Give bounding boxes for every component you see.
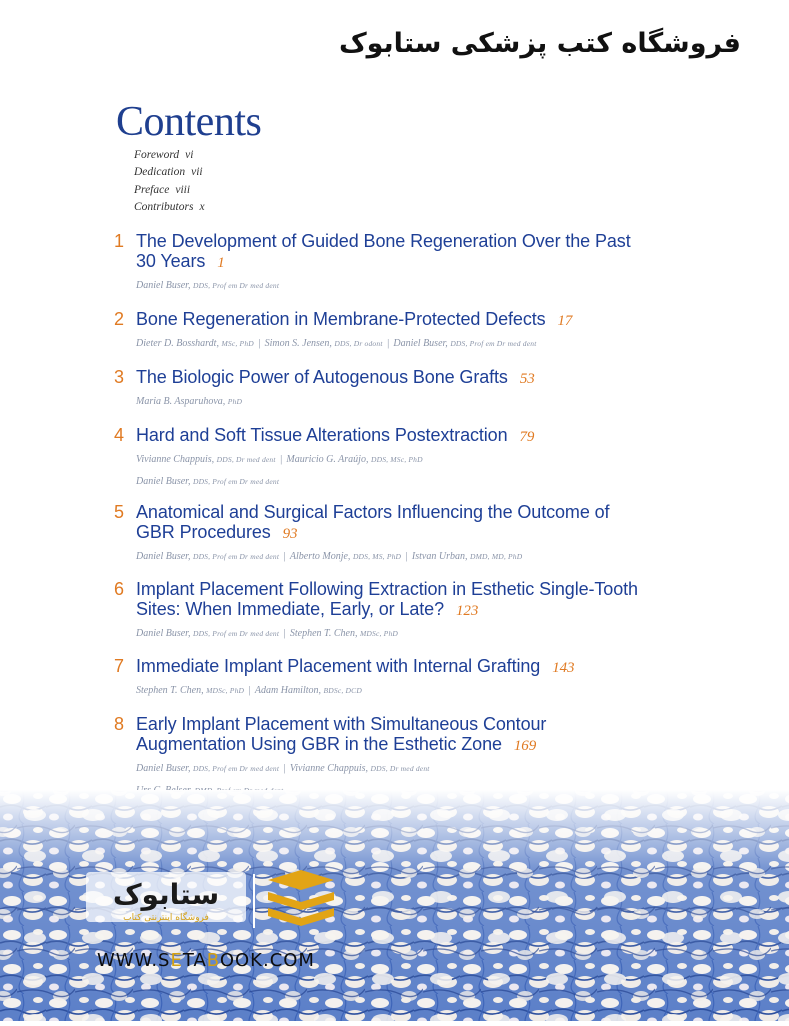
author-name: Daniel Buser, bbox=[136, 628, 191, 639]
chapter-number: 5 bbox=[114, 502, 125, 522]
chapter-title bbox=[136, 309, 684, 331]
author-degrees: DDS, Prof em Dr med dent bbox=[192, 281, 280, 290]
chapter-page-number: 143 bbox=[552, 660, 575, 676]
author-degrees: DDS, Prof em Dr med dent bbox=[192, 764, 280, 773]
author-separator: | bbox=[283, 551, 286, 562]
store-url[interactable]: WWW.SETABOOK.COM bbox=[97, 950, 315, 971]
page-title: Contents bbox=[116, 99, 262, 145]
chapter-title bbox=[136, 231, 684, 273]
author-degrees: BDSc, DCD bbox=[323, 686, 362, 695]
author-name: Alberto Monje, bbox=[289, 551, 351, 562]
author-degrees: DDS, Prof em Dr med dent bbox=[192, 477, 280, 486]
front-matter-page: viii bbox=[175, 183, 191, 196]
author-separator: | bbox=[279, 454, 283, 465]
chapter-entry[interactable] bbox=[114, 231, 684, 295]
chapter-authors bbox=[136, 450, 684, 469]
chapter-title-line: 30 Years bbox=[136, 251, 206, 271]
author-separator: | bbox=[248, 685, 251, 696]
front-matter-item[interactable] bbox=[134, 164, 205, 181]
front-matter-list bbox=[134, 147, 205, 216]
chapter-title-line: Augmentation Using GBR in the Esthetic Zone bbox=[136, 734, 502, 754]
chapter-title-line: Early Implant Placement with Simultaneous Contour bbox=[136, 714, 547, 734]
author-degrees: MDSc, PhD bbox=[206, 686, 245, 695]
chapter-title-line: Immediate Implant Placement with Internal Grafting bbox=[136, 656, 541, 676]
author-degrees: DDS, Prof em Dr med dent bbox=[450, 339, 537, 348]
author-name: Stephen T. Chen, bbox=[289, 628, 358, 639]
author-name: Maria B. Asparuhova, bbox=[136, 396, 226, 407]
store-banner: فروشگاه کتب پزشکی ستابوک bbox=[338, 28, 741, 59]
chapter-page-number: 17 bbox=[557, 313, 573, 329]
author-degrees: PhD bbox=[227, 397, 243, 406]
author-name: Simon S. Jensen, bbox=[264, 338, 332, 349]
author-degrees: DDS, MS, PhD bbox=[352, 552, 402, 561]
chapter-title-line: GBR Procedures bbox=[136, 522, 271, 542]
chapter-entry[interactable] bbox=[114, 309, 684, 353]
book-stack-icon bbox=[268, 870, 334, 926]
logo-image bbox=[86, 868, 346, 938]
chapter-authors bbox=[136, 759, 684, 778]
chapter-title-line: Bone Regeneration in Membrane-Protected Defects bbox=[136, 309, 546, 329]
author-name: Daniel Buser, bbox=[136, 476, 191, 487]
front-matter-item[interactable] bbox=[134, 147, 205, 164]
chapter-authors bbox=[136, 334, 684, 353]
author-separator: | bbox=[405, 551, 408, 562]
author-degrees: MSc, PhD bbox=[221, 339, 254, 348]
chapter-page-number: 93 bbox=[282, 526, 298, 542]
front-matter-page: vii bbox=[191, 166, 203, 179]
author-degrees: DDS, Dr odont bbox=[334, 339, 383, 348]
chapter-number: 3 bbox=[114, 367, 125, 387]
chapter-authors bbox=[136, 472, 684, 491]
author-name: Mauricio G. Araújo, bbox=[286, 454, 369, 465]
chapter-title bbox=[136, 502, 684, 544]
chapter-title-line: Sites: When Immediate, Early, or Late? bbox=[136, 599, 445, 619]
chapter-title bbox=[136, 579, 684, 621]
author-degrees: DDS, Prof em Dr med dent bbox=[192, 552, 280, 561]
chapter-title bbox=[136, 656, 684, 678]
author-degrees: DDS, Dr med dent bbox=[216, 455, 276, 464]
chapter-authors bbox=[136, 276, 684, 295]
chapter-entry[interactable] bbox=[114, 502, 684, 566]
author-separator: | bbox=[283, 763, 286, 774]
chapter-number: 8 bbox=[114, 714, 125, 734]
chapter-title-line: The Biologic Power of Autogenous Bone Grafts bbox=[136, 367, 508, 387]
author-name: Daniel Buser, bbox=[136, 763, 191, 774]
chapter-title-line: Anatomical and Surgical Factors Influencing the Outcome of bbox=[136, 502, 610, 522]
author-name: Istvan Urban, bbox=[411, 551, 468, 562]
chapter-entry[interactable] bbox=[114, 714, 684, 800]
chapter-title bbox=[136, 425, 684, 447]
author-degrees: MDSc, PhD bbox=[359, 629, 399, 638]
author-name: Vivianne Chappuis, bbox=[289, 763, 369, 774]
author-separator: | bbox=[257, 338, 261, 349]
front-matter-item[interactable] bbox=[134, 199, 205, 216]
author-degrees: DDS, Prof em Dr med dent bbox=[192, 629, 280, 638]
chapter-number: 1 bbox=[114, 231, 125, 251]
author-name: Daniel Buser, bbox=[393, 338, 448, 349]
chapter-page-number: 169 bbox=[513, 738, 537, 754]
chapter-title bbox=[136, 714, 684, 756]
front-matter-label: Foreword bbox=[134, 149, 180, 161]
chapter-page-number: 79 bbox=[519, 429, 535, 445]
chapter-authors bbox=[136, 392, 684, 411]
author-name: Daniel Buser, bbox=[136, 280, 191, 291]
chapter-title-line: Implant Placement Following Extraction in Esthetic Single-Tooth bbox=[136, 579, 638, 599]
chapter-number: 2 bbox=[114, 309, 125, 329]
front-matter-page: vi bbox=[185, 149, 194, 161]
logo-tagline: فروشگاه اینترنتی کتاب bbox=[123, 913, 209, 923]
author-name: Adam Hamilton, bbox=[254, 685, 321, 696]
front-matter-label: Preface bbox=[134, 183, 170, 196]
front-matter-page: x bbox=[199, 200, 205, 213]
author-name: Vivianne Chappuis, bbox=[136, 454, 215, 465]
author-name: Dieter D. Bosshardt, bbox=[136, 338, 219, 349]
chapter-number: 6 bbox=[114, 579, 125, 599]
author-separator: | bbox=[386, 338, 390, 349]
front-matter-label: Dedication bbox=[134, 166, 186, 179]
author-separator: | bbox=[283, 628, 286, 639]
author-degrees: DMD, MD, PhD bbox=[469, 552, 523, 561]
logo-word: ستابوک bbox=[112, 878, 220, 911]
chapter-page-number: 123 bbox=[456, 603, 479, 619]
front-matter-item[interactable] bbox=[134, 182, 205, 199]
author-name: Stephen T. Chen, bbox=[136, 685, 204, 696]
chapter-title bbox=[136, 367, 684, 389]
chapter-number: 4 bbox=[114, 425, 125, 445]
chapter-entry[interactable] bbox=[114, 656, 684, 700]
chapter-number: 7 bbox=[114, 656, 125, 676]
author-degrees: DDS, Dr med dent bbox=[370, 764, 430, 773]
chapter-page-number: 53 bbox=[519, 371, 535, 387]
chapter-authors bbox=[136, 624, 684, 643]
chapter-entry[interactable] bbox=[114, 367, 684, 411]
chapter-authors bbox=[136, 681, 684, 700]
chapter-entry[interactable] bbox=[114, 579, 684, 643]
chapter-title-line: Hard and Soft Tissue Alterations Postextraction bbox=[136, 425, 508, 445]
front-matter-label: Contributors bbox=[134, 200, 194, 213]
author-name: Daniel Buser, bbox=[136, 551, 191, 562]
author-degrees: DDS, MSc, PhD bbox=[370, 455, 423, 464]
chapter-entry[interactable] bbox=[114, 425, 684, 491]
chapter-title-line: The Development of Guided Bone Regeneration Over the Past bbox=[136, 231, 631, 251]
chapter-page-number: 1 bbox=[217, 255, 225, 271]
setabook-logo bbox=[86, 868, 346, 938]
chapter-authors bbox=[136, 547, 684, 566]
